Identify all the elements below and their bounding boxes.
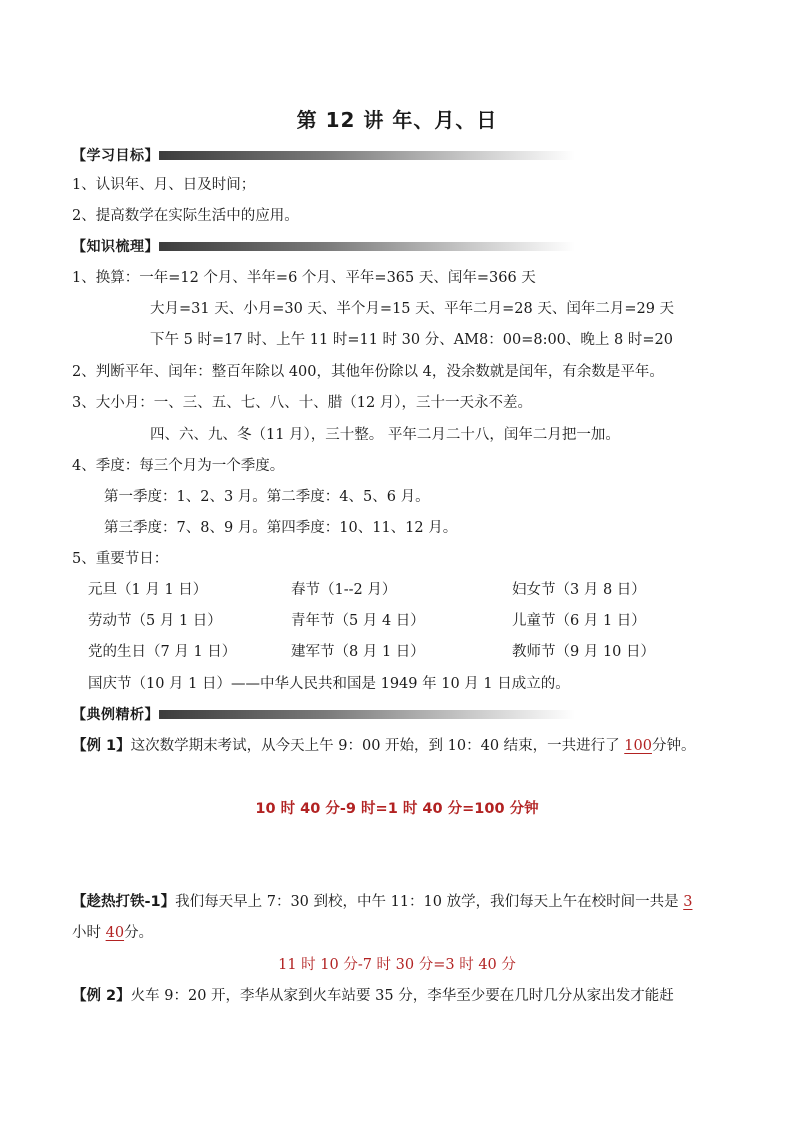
example-2-label: 【例 2】 [72, 988, 131, 1004]
example-1-tail: 分钟。 [651, 738, 696, 754]
knowledge-line: 第三季度：7、8、9 月。第四季度：10、11、12 月。 [104, 520, 458, 536]
holiday-item: 党的生日（7 月 1 日） [88, 644, 237, 660]
drill-1-answer-hours: 3 [683, 894, 693, 910]
knowledge-line: 四、六、九、冬（11 月），三十整。 平年二月二十八，闰年二月把一加。 [150, 427, 620, 443]
example-1-text: 这次数学期末考试，从今天上午 9：00 开始，到 10：40 结束，一共进行了 [130, 738, 625, 754]
goal-line: 1、认识年、月、日及时间； [72, 177, 256, 193]
example-1-label: 【例 1】 [72, 738, 131, 754]
drill-1-text: 我们每天早上 7：30 到校，中午 11：10 放学，我们每天上午在校时间一共是 [175, 894, 684, 910]
section-gradient-bar [159, 710, 575, 719]
example-1-question [72, 736, 695, 756]
example-2-question [72, 986, 674, 1006]
page-title: 第 12 讲 年、月、日 [296, 108, 498, 132]
goal-line: 2、提高数学在实际生活中的应用。 [72, 208, 299, 224]
knowledge-line: 3、大小月：一、三、五、七、八、十、腊（12 月），三十一天永不差。 [72, 395, 533, 411]
holiday-item: 青年节（5 月 4 日） [291, 613, 425, 629]
section-gradient-bar [159, 151, 575, 160]
holiday-item: 儿童节（6 月 1 日） [512, 613, 646, 629]
knowledge-line: 2、判断平年、闰年：整百年除以 400，其他年份除以 4，没余数就是闰年，有余数是平年。 [72, 364, 664, 380]
holiday-item: 建军节（8 月 1 日） [291, 644, 425, 660]
knowledge-line: 4、季度：每三个月为一个季度。 [72, 458, 285, 474]
section-header-examples [72, 704, 575, 724]
drill-1-answer-minutes: 40 [105, 925, 125, 941]
knowledge-line: 第一季度：1、2、3 月。第二季度：4、5、6 月。 [104, 489, 430, 505]
example-1-solution: 10 时 40 分-9 时=1 时 40 分=100 分钟 [255, 801, 539, 817]
drill-1-label: 【趁热打铁-1】 [72, 894, 176, 910]
section-label: 【学习目标】 [72, 148, 159, 164]
example-2-text: 火车 9：20 开，李华从家到火车站要 35 分，李华至少要在几时几分从家出发才能赶 [130, 988, 674, 1004]
drill-1-tail: 分。 [124, 925, 154, 941]
holiday-item: 教师节（9 月 10 日） [512, 644, 656, 660]
holiday-item: 春节（1--2 月） [291, 582, 397, 598]
knowledge-line: 5、重要节日： [72, 551, 169, 567]
knowledge-line: 1、换算：一年=12 个月、半年=6 个月、平年=365 天、闰年=366 天 [72, 270, 536, 286]
section-header-knowledge [72, 236, 575, 256]
drill-1-question [72, 892, 692, 912]
section-header-goals [72, 145, 575, 165]
holiday-item: 元旦（1 月 1 日） [88, 582, 208, 598]
section-label: 【典例精析】 [72, 707, 159, 723]
example-1-answer: 100 [624, 738, 652, 754]
section-label: 【知识梳理】 [72, 239, 159, 255]
drill-1-solution: 11 时 10 分-7 时 30 分=3 时 40 分 [278, 957, 516, 973]
drill-1-mid: 小时 [72, 925, 106, 941]
knowledge-line: 下午 5 时=17 时、上午 11 时=11 时 30 分、AM8：00=8:00、晚上 8 时=20 [150, 332, 673, 348]
section-gradient-bar [159, 242, 575, 251]
holiday-item: 劳动节（5 月 1 日） [88, 613, 222, 629]
knowledge-line: 大月=31 天、小月=30 天、半个月=15 天、平年二月=28 天、闰年二月=29 天 [150, 301, 675, 317]
drill-1-question-line2 [72, 923, 153, 943]
holiday-item: 妇女节（3 月 8 日） [512, 582, 646, 598]
national-day-line: 国庆节（10 月 1 日）——中华人民共和国是 1949 年 10 月 1 日成立的。 [88, 676, 570, 692]
